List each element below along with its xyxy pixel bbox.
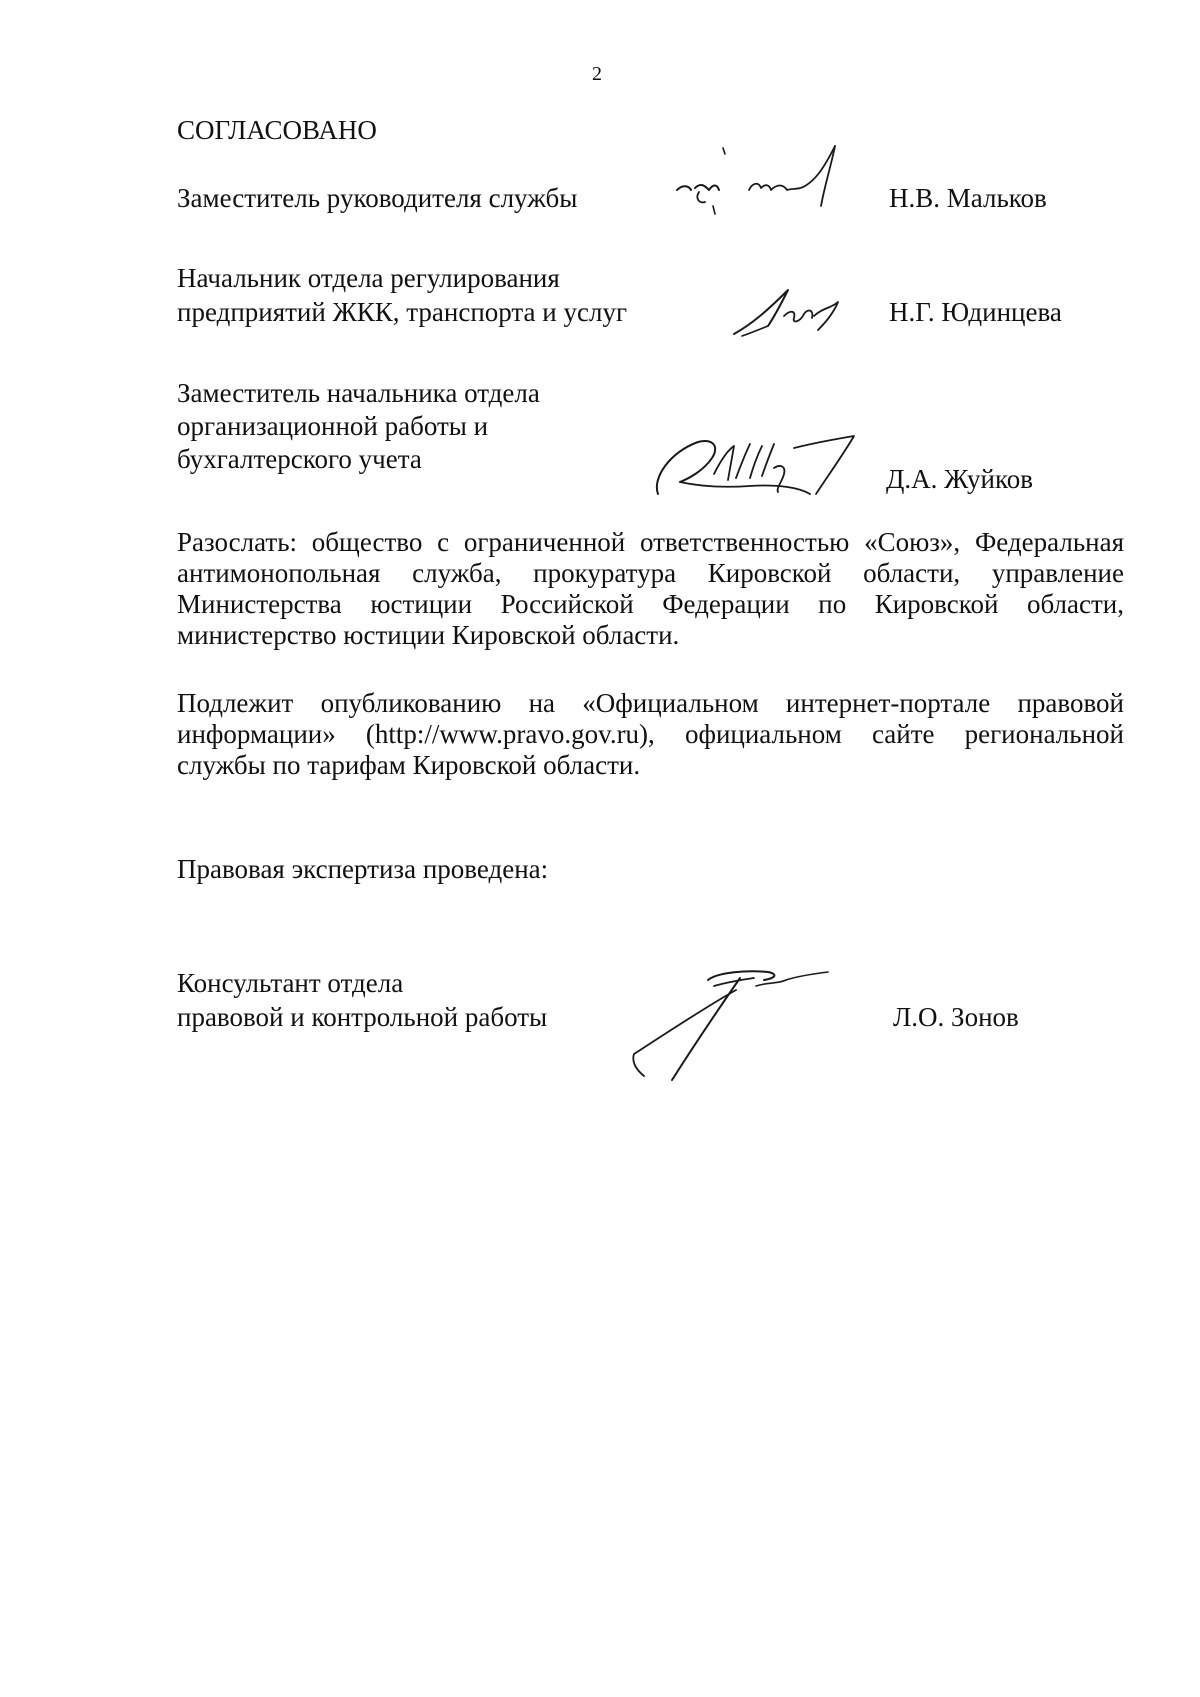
page-number: 2 (592, 63, 602, 85)
signature-malkov (665, 140, 875, 230)
approval-heading: СОГЛАСОВАНО (177, 115, 377, 145)
reviewer-name: Л.О. Зонов (893, 1002, 1019, 1032)
distribution-paragraph (177, 527, 1124, 651)
distribution-line: антимонопольная служба, прокуратура Кировской области, управление (177, 558, 1124, 588)
publication-line: информации» (http://www.pravo.gov.ru), официальном сайте региональной (177, 719, 1124, 749)
signature-yudintseva (728, 282, 868, 342)
distribution-line: Министерства юстиции Российской Федерации по Кировской области, (177, 589, 1124, 619)
signatory-position: предприятий ЖКК, транспорта и услуг (177, 297, 628, 327)
publication-line: службы по тарифам Кировской области. (177, 750, 641, 780)
signatory-position: Заместитель начальника отдела (177, 378, 540, 408)
signatory-position: Начальник отдела регулирования (177, 263, 560, 293)
signature-zonov (628, 960, 848, 1090)
distribution-line: Разослать: общество с ограниченной ответственностью «Союз», Федеральная (177, 527, 1124, 557)
signatory-name: Н.В. Мальков (889, 183, 1047, 213)
legal-review-heading: Правовая экспертиза проведена: (177, 854, 549, 884)
publication-line: Подлежит опубликованию на «Официальном интернет-портале правовой (177, 688, 1124, 718)
signatory-position: организационной работы и (177, 411, 489, 441)
distribution-line: министерство юстиции Кировской области. (177, 620, 680, 650)
signature-zhuikov (650, 428, 880, 508)
signatory-name: Д.А. Жуйков (886, 464, 1033, 494)
signatory-position: Заместитель руководителя службы (177, 183, 578, 213)
publication-paragraph (177, 688, 1124, 781)
signatory-name: Н.Г. Юдинцева (889, 297, 1062, 327)
signatory-position: бухгалтерского учета (177, 444, 422, 474)
reviewer-position: правовой и контрольной работы (177, 1002, 548, 1032)
reviewer-position: Консультант отдела (177, 968, 404, 998)
